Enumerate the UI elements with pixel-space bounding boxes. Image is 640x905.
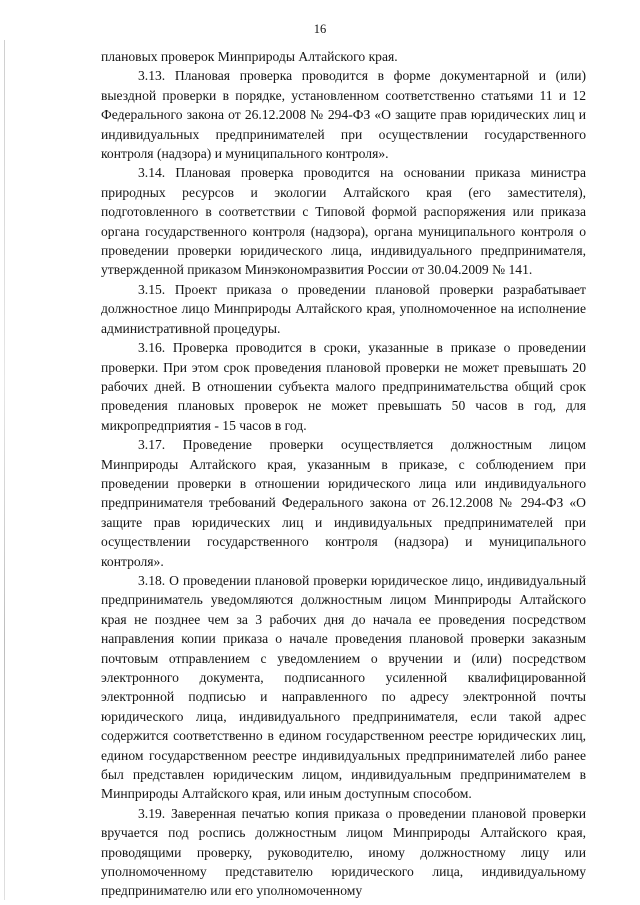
paragraph-3-19: 3.19. Заверенная печатью копия приказа о проведении плановой проверки вручается под роспись должностным лицом Минприроды Алтайского края, проводящими проверку, руководителю, иному должностному лицу или уполномоченному представителю юридического лица, индивидуальному предпринимателю или его уполномоченному bbox=[101, 805, 586, 899]
page-number: 16 bbox=[313, 22, 327, 36]
paragraph-continuation: плановых проверок Минприроды Алтайского края. bbox=[101, 49, 398, 64]
paragraph-3-15: 3.15. Проект приказа о проведении плановой проверки разрабатывает должностное лицо Минприроды Алтайского края, уполномоченное на исполнение административной процедуры. bbox=[101, 281, 586, 336]
paragraph-3-18: 3.18. О проведении плановой проверки юридическое лицо, индивидуальный предприниматель уведомляются должностным лицом Минприроды Алтайского края не позднее чем за 3 рабочих дня до начала ее проведения посредством направления копии приказа о начале проведения плановой проверки заказным почтовым отправлением с уведомлением о вручении и (или) посредством электронного документа, подписанного усиленной квалифицированной электронной подписью и направленного по адресу электронной почты юридического лица, индивидуального предпринимателя, если такой адрес содержится соответственно в едином государственном реестре юридических лиц, едином государственном реестре индивидуальных предпринимателей либо ранее был представлен юридическим лицом, индивидуальным предпринимателем в Минприроды Алтайского края, или иным доступным способом. bbox=[101, 572, 586, 802]
paragraph-3-13: 3.13. Плановая проверка проводится в форме документарной и (или) выездной проверки в порядке, установленном соответственно статьями 11 и 12 Федерального закона от 26.12.2008 № 294-ФЗ «О защите прав юридических лиц и индивидуальных предпринимателей при осуществлении государственного контроля (надзора) и муниципального контроля». bbox=[101, 68, 586, 162]
document-body bbox=[101, 47, 586, 901]
paragraph-3-17: 3.17. Проведение проверки осуществляется должностным лицом Минприроды Алтайского края, указанным в приказе, с соблюдением при проведении проверки в отношении юридического лица или индивидуального предпринимателя требований Федерального закона от 26.12.2008 № 294-ФЗ «О защите прав юридических лиц и индивидуальных предпринимателей при осуществлении государственного контроля (надзора) и муниципального контроля». bbox=[101, 437, 586, 569]
paragraph-3-16: 3.16. Проверка проводится в сроки, указанные в приказе о проведении проверки. При этом срок проведения плановой проверки не может превышать 20 рабочих дней. В отношении субъекта малого предпринимательства общий срок проведения плановых проверок не может превышать 50 часов в год, для микропредприятия - 15 часов в год. bbox=[101, 340, 586, 433]
scan-margin-line bbox=[4, 40, 5, 900]
paragraph-3-14: 3.14. Плановая проверка проводится на основании приказа министра природных ресурсов и экологии Алтайского края (его заместителя), подготовленного в соответствии с Типовой формой распоряжения или приказа органа государственного контроля (надзора), органа муниципального контроля о проведении проверки юридического лица, индивидуального предпринимателя, утвержденной приказом Минэкономразвития России от 30.04.2009 № 141. bbox=[101, 165, 586, 278]
